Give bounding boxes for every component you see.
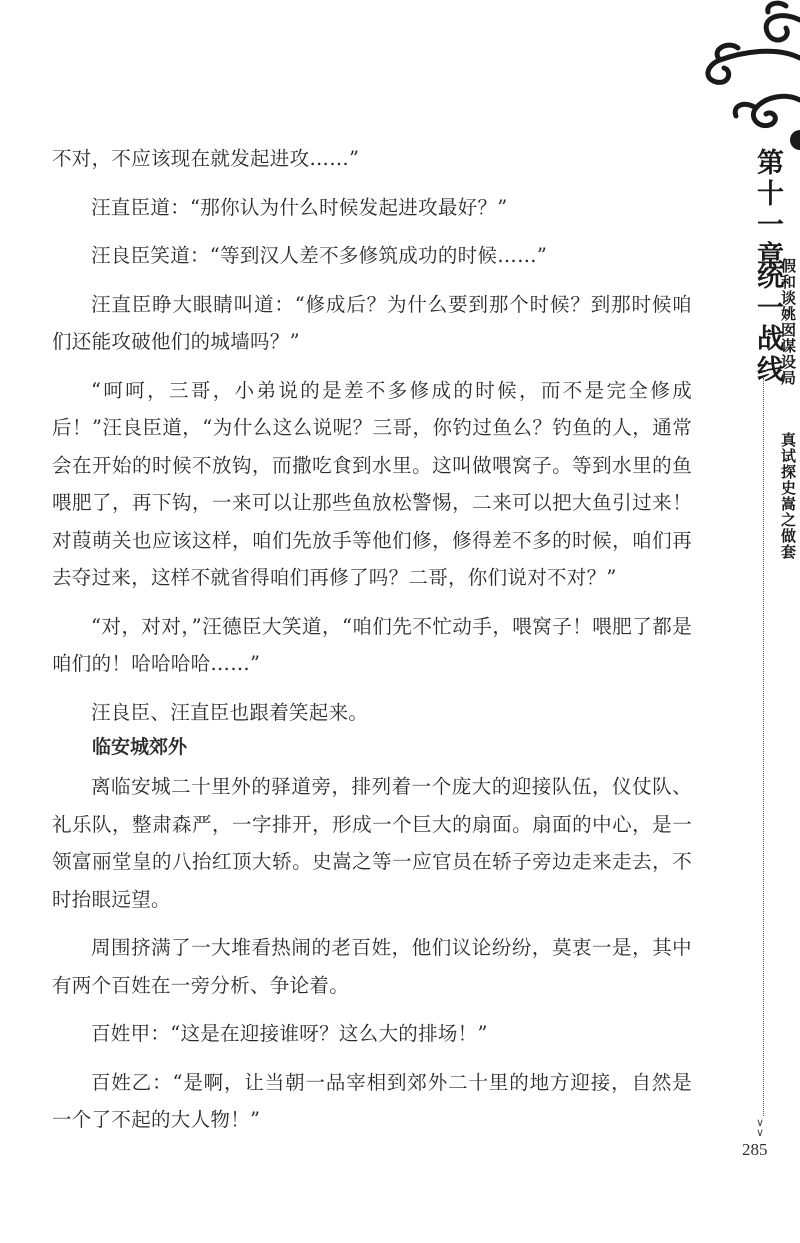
dotted-divider	[763, 378, 764, 1116]
paragraph: 周围挤满了一大堆看热闹的老百姓，他们议论纷纷，莫衷一是，其中有两个百姓在一旁分析、争论着。	[52, 936, 692, 997]
page-number: 285	[742, 1140, 768, 1159]
body-text-top	[52, 140, 692, 742]
section-heading: 临安城郊外	[92, 736, 188, 758]
paragraph: 汪良臣、汪直臣也跟着笑起来。	[91, 700, 369, 724]
chevron-down-icon: ∨	[756, 1116, 765, 1129]
paragraph: “呵呵，三哥，小弟说的是差不多修成的时候，而不是完全修成后！”汪良臣道，“为什么这么说呢？三哥，你钓过鱼么？钓鱼的人，通常会在开始的时候不放钩，而撒吃食到水里。这叫做喂窝子。等到水里的鱼喂肥了，再下钩，一来可以让那些鱼放松警惕，二来可以把大鱼引过来！对葭萌关也应该这样，咱们先放手等他们修，修得差不多的时候，咱们再去夺过来，这样不就省得咱们再修了吗？二哥，你们说对不对？”	[52, 378, 692, 589]
paragraph: 汪直臣睁大眼睛叫道：“修成后？为什么要到那个时候？到那时候咱们还能攻破他们的城墙吗？”	[52, 292, 692, 353]
chapter-subtitle-2: 真试探史嵩之做套	[779, 432, 797, 560]
chapter-title: 统一战线	[752, 262, 783, 386]
paragraph: 不对，不应该现在就发起进攻……”	[52, 147, 360, 170]
paragraph: “对，对对，”汪德臣大笑道，“咱们先不忙动手，喂窝子！喂肥了都是咱们的！哈哈哈哈……”	[52, 614, 692, 675]
chapter-number: 第十一章	[752, 148, 783, 272]
paragraph: 汪良臣笑道：“等到汉人差不多修筑成功的时候……”	[91, 244, 548, 267]
paragraph: 离临安城二十里外的驿道旁，排列着一个庞大的迎接队伍，仪仗队、礼乐队，整肃森严，一字排开，形成一个巨大的扇面。扇面的中心，是一领富丽堂皇的八抬红顶大轿。史嵩之等一应官员在轿子旁边走来走去，不时抬眼远望。	[52, 775, 692, 911]
chapter-subtitle-1: 假和谈姚囡谋设局	[779, 258, 797, 386]
cloud-ornament-icon	[680, 0, 800, 150]
body-text-bottom	[52, 768, 692, 1150]
paragraph: 百姓乙：“是啊，让当朝一品宰相到郊外二十里的地方迎接，自然是一个了不起的大人物！”	[52, 1070, 692, 1131]
paragraph: 百姓甲：“这是在迎接谁呀？这么大的排场！”	[91, 1022, 488, 1045]
paragraph: 汪直臣道：“那你认为什么时候发起进攻最好？”	[91, 195, 508, 219]
chevron-down-icon-2: ∨	[756, 1126, 765, 1139]
